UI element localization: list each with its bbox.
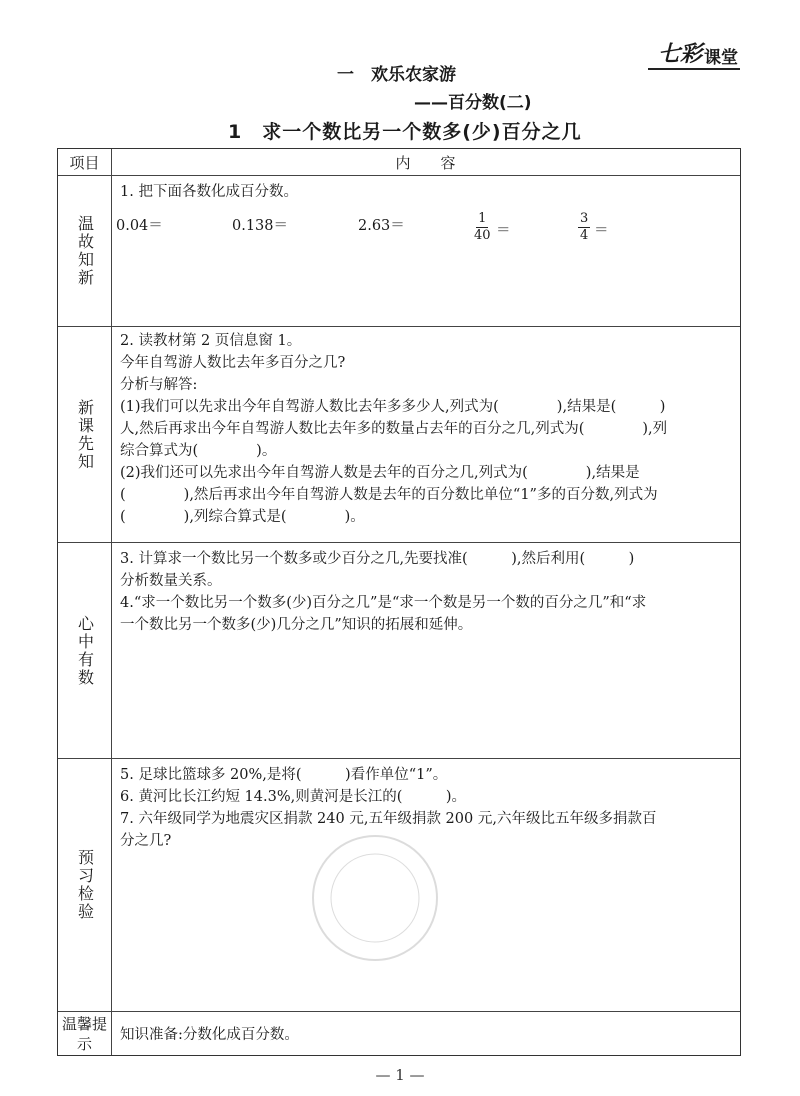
page-number: — 1 — xyxy=(375,1066,425,1084)
fraction-1-denominator: 40 xyxy=(474,228,491,243)
row-divider xyxy=(58,175,740,176)
row-divider xyxy=(58,542,740,543)
category-review: 温故知新 xyxy=(75,215,95,287)
text-line: ( ),列综合算式是( )。 xyxy=(120,509,365,525)
expr-2: 0.138＝ xyxy=(232,218,289,234)
header-content: 内 容 xyxy=(395,153,456,172)
text-line: 3. 计算求一个数比另一个数多或少百分之几,先要找准( ),然后利用( ) xyxy=(120,551,635,567)
row-divider xyxy=(58,758,740,759)
unit-title: 一 欢乐农家游 xyxy=(337,65,456,85)
category-check: 预习检验 xyxy=(75,849,95,921)
text-line: 6. 黄河比长江约短 14.3%,则黄河是长江的( )。 xyxy=(120,789,467,805)
category-preview: 新课先知 xyxy=(75,398,95,471)
preview-section xyxy=(120,330,732,528)
text-line: 综合算式为( )。 xyxy=(120,443,277,459)
fraction-2-equals: ＝ xyxy=(594,223,609,239)
lesson-title: 1 求一个数比另一个数多(少)百分之几 xyxy=(228,121,582,143)
expr-3: 2.63＝ xyxy=(358,218,405,234)
question-1: 1. 把下面各数化成百分数。 xyxy=(120,184,298,200)
text-line: (2)我们还可以先求出今年自驾游人数是去年的百分之几,列式为( ),结果是 xyxy=(120,465,640,481)
text-line: 4.“求一个数比另一个数多(少)百分之几”是“求一个数是另一个数的百分之几”和“求 xyxy=(120,595,647,611)
text-line: 一个数比另一个数多(少)几分之几”知识的拓展和延伸。 xyxy=(120,617,473,633)
brand-word: 课堂 xyxy=(704,48,739,68)
tips-section xyxy=(120,1024,732,1046)
row-divider xyxy=(58,1011,740,1012)
text-line: 分之几? xyxy=(120,833,172,849)
fraction-1-numerator: 1 xyxy=(478,211,487,226)
review-section xyxy=(116,181,732,321)
column-divider xyxy=(111,149,112,1055)
expr-1: 0.04＝ xyxy=(116,218,163,234)
text-line: 7. 六年级同学为地震灾区捐款 240 元,五年级捐款 200 元,六年级比五年级多捐款百 xyxy=(120,811,657,827)
fraction-2-numerator: 3 xyxy=(580,211,589,226)
category-summary: 心中有数 xyxy=(75,614,95,687)
conversion-row xyxy=(116,211,732,265)
tips-text: 知识准备:分数化成百分数。 xyxy=(120,1027,299,1043)
header-item: 项目 xyxy=(69,153,100,172)
text-line: 5. 足球比篮球多 20%,是将( )看作单位“1”。 xyxy=(120,767,448,783)
brand-script: 七彩 xyxy=(658,41,703,67)
summary-section xyxy=(120,548,732,636)
text-line: 分析与解答: xyxy=(120,377,198,393)
brand-logo xyxy=(658,42,740,68)
text-line: ( ),然后再求出今年自驾游人数是去年的百分数比单位“1”多的百分数,列式为 xyxy=(120,487,658,503)
text-line: 分析数量关系。 xyxy=(120,573,222,589)
fraction-1 xyxy=(474,211,491,244)
row-divider xyxy=(58,326,740,327)
worksheet-table xyxy=(57,148,741,1056)
check-section xyxy=(120,764,732,852)
text-line: 今年自驾游人数比去年多百分之几? xyxy=(120,355,346,371)
fraction-1-equals: ＝ xyxy=(496,223,511,239)
category-tips: 温馨提示 xyxy=(61,1014,107,1053)
sub-title: ——百分数(二) xyxy=(414,93,532,113)
text-line: 人,然后再求出今年自驾游人数比去年多的数量占去年的百分之几,列式为( ),列 xyxy=(120,421,668,437)
text-line: (1)我们可以先求出今年自驾游人数比去年多多少人,列式为( ),结果是( ) xyxy=(120,399,666,415)
fraction-2 xyxy=(578,211,590,244)
text-line: 2. 读教材第 2 页信息窗 1。 xyxy=(120,333,302,349)
brand-underline xyxy=(648,68,740,70)
fraction-2-denominator: 4 xyxy=(580,228,589,243)
